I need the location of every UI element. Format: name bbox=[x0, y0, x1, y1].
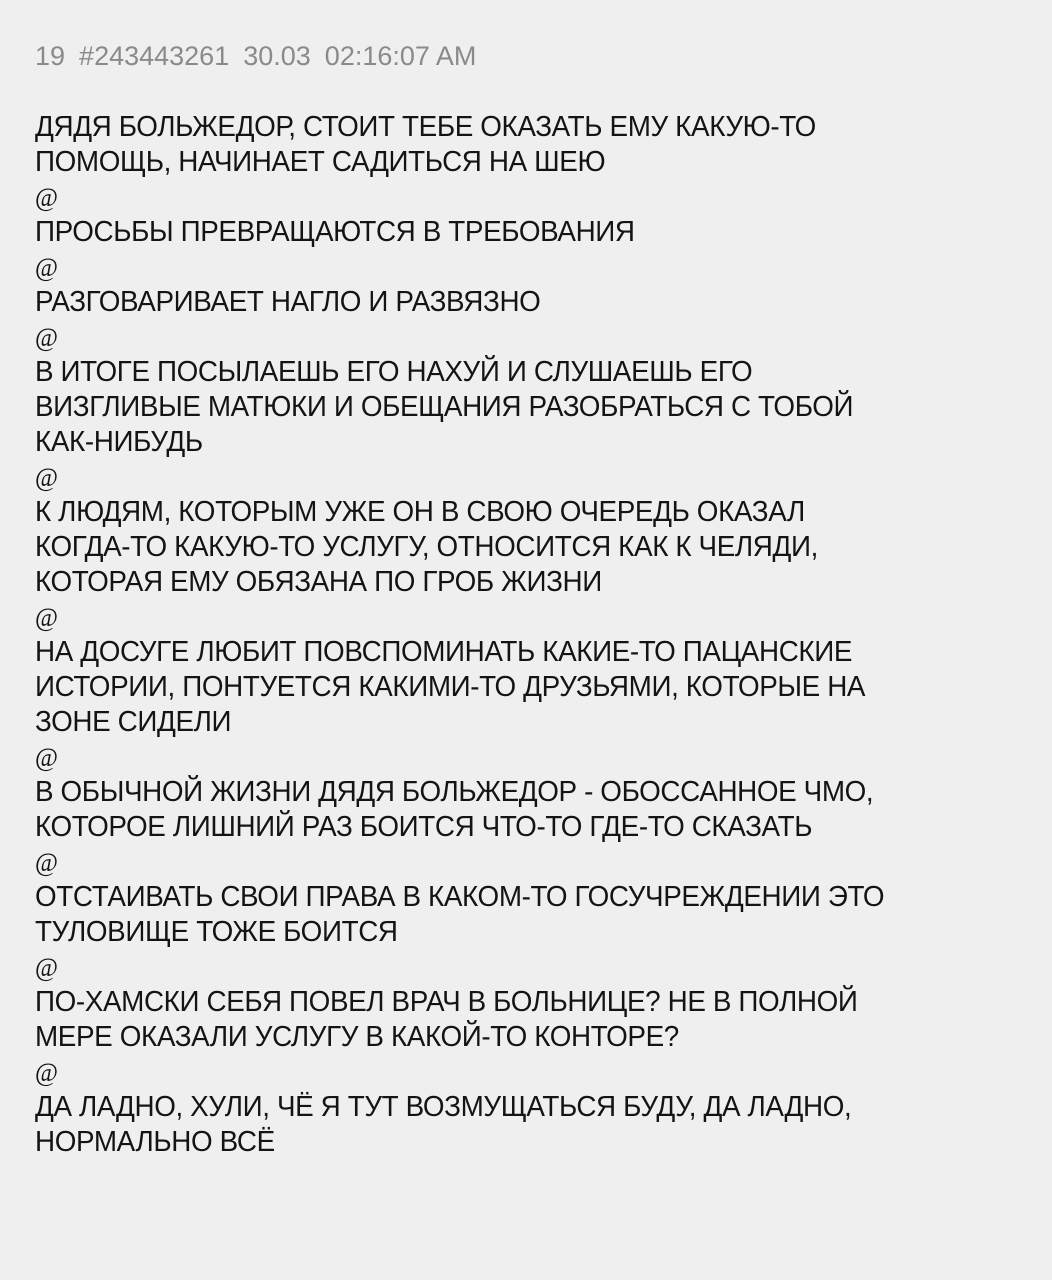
separator-at: @ bbox=[35, 953, 58, 982]
post-number[interactable]: 19 bbox=[35, 41, 66, 71]
post-time: 02:16:07 AM bbox=[324, 41, 477, 71]
post-text-line: ПО-ХАМСКИ СЕБЯ ПОВЕЛ ВРАЧ В БОЛЬНИЦЕ? НЕ В ПОЛНОЙ bbox=[35, 986, 858, 1018]
post-text-line: КОГДА-ТО КАКУЮ-ТО УСЛУГУ, ОТНОСИТСЯ КАК К ЧЕЛЯДИ, bbox=[35, 531, 818, 563]
separator-at: @ bbox=[35, 1058, 58, 1087]
separator-at: @ bbox=[35, 253, 58, 282]
post-text-line: ДЯДЯ БОЛЬЖЕДОР, СТОИТ ТЕБЕ ОКАЗАТЬ ЕМУ КАКУЮ-ТО bbox=[35, 111, 816, 143]
post-text-line: ТУЛОВИЩЕ ТОЖЕ БОИТСЯ bbox=[35, 916, 398, 948]
post-text-line: ОТСТАИВАТЬ СВОИ ПРАВА В КАКОМ-ТО ГОСУЧРЕЖДЕНИИ ЭТО bbox=[35, 881, 885, 913]
post-text-line: ПРОСЬБЫ ПРЕВРАЩАЮТСЯ В ТРЕБОВАНИЯ bbox=[35, 216, 635, 248]
post-text-line: РАЗГОВАРИВАЕТ НАГЛО И РАЗВЯЗНО bbox=[35, 286, 541, 318]
separator-at: @ bbox=[35, 463, 58, 492]
post-text-line: ПОМОЩЬ, НАЧИНАЕТ САДИТЬСЯ НА ШЕЮ bbox=[35, 146, 606, 178]
post-text-line: В ОБЫЧНОЙ ЖИЗНИ ДЯДЯ БОЛЬЖЕДОР - ОБОССАННОЕ ЧМО, bbox=[35, 776, 874, 808]
post-text-line: КОТОРОЕ ЛИШНИЙ РАЗ БОИТСЯ ЧТО-ТО ГДЕ-ТО СКАЗАТЬ bbox=[35, 811, 813, 843]
post-text-line: НОРМАЛЬНО ВСЁ bbox=[35, 1126, 275, 1158]
post-date: 30.03 bbox=[243, 41, 311, 71]
separator-at: @ bbox=[35, 603, 58, 632]
post-text-line: ИСТОРИИ, ПОНТУЕТСЯ КАКИМИ-ТО ДРУЗЬЯМИ, КОТОРЫЕ НА bbox=[35, 671, 866, 703]
post-text-line: ЗОНЕ СИДЕЛИ bbox=[35, 706, 232, 738]
post-body bbox=[35, 110, 995, 1160]
separator-at: @ bbox=[35, 848, 58, 877]
post-header bbox=[35, 38, 1052, 74]
separator-at: @ bbox=[35, 743, 58, 772]
post-id[interactable]: #243443261 bbox=[79, 41, 230, 71]
post-text-line: НА ДОСУГЕ ЛЮБИТ ПОВСПОМИНАТЬ КАКИЕ-ТО ПАЦАНСКИЕ bbox=[35, 636, 853, 668]
separator-at: @ bbox=[35, 323, 58, 352]
post-text-line: КОТОРАЯ ЕМУ ОБЯЗАНА ПО ГРОБ ЖИЗНИ bbox=[35, 566, 602, 598]
post-text-line: ВИЗГЛИВЫЕ МАТЮКИ И ОБЕЩАНИЯ РАЗОБРАТЬСЯ С ТОБОЙ bbox=[35, 391, 854, 423]
post-text-line: К ЛЮДЯМ, КОТОРЫМ УЖЕ ОН В СВОЮ ОЧЕРЕДЬ ОКАЗАЛ bbox=[35, 496, 805, 528]
post-text-line: В ИТОГЕ ПОСЫЛАЕШЬ ЕГО НАХУЙ И СЛУШАЕШЬ ЕГО bbox=[35, 356, 753, 388]
post-text-line: ДА ЛАДНО, ХУЛИ, ЧЁ Я ТУТ ВОЗМУЩАТЬСЯ БУДУ, ДА ЛАДНО, bbox=[35, 1091, 852, 1123]
separator-at: @ bbox=[35, 183, 58, 212]
post-text-line: КАК-НИБУДЬ bbox=[35, 426, 203, 458]
post-text-line: МЕРЕ ОКАЗАЛИ УСЛУГУ В КАКОЙ-ТО КОНТОРЕ? bbox=[35, 1021, 679, 1053]
